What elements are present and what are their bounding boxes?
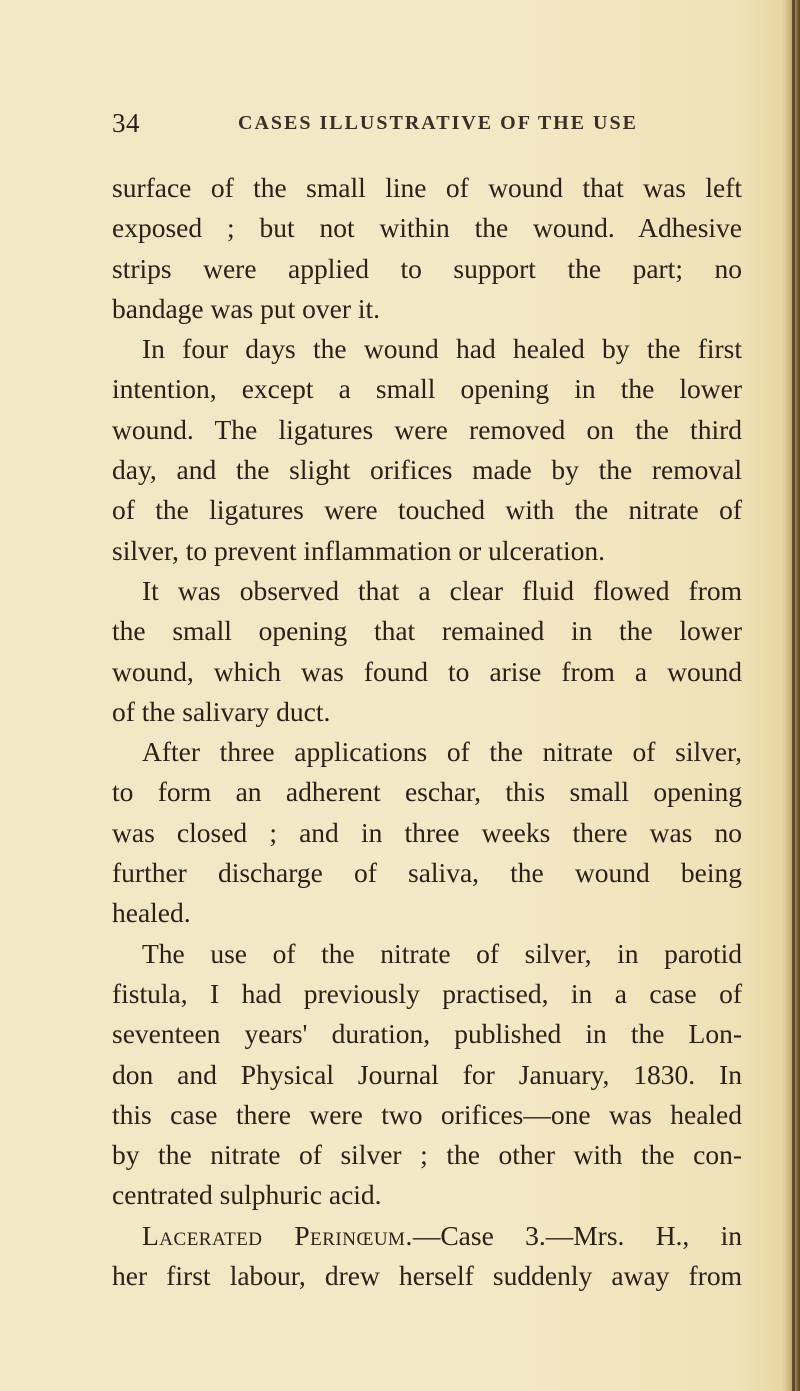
text-line: centrated sulphuric acid. <box>112 1179 382 1211</box>
page-number: 34 <box>112 108 140 138</box>
text-line: In four days the wound had healed by the first <box>142 333 742 365</box>
text-line: further discharge of saliva, the wound being <box>112 857 742 889</box>
text-line: to form an adherent eschar, this small opening <box>112 776 742 808</box>
text-line: silver, to prevent inflammation or ulceration. <box>112 534 605 566</box>
text-line: bandage was put over it. <box>112 292 381 324</box>
text-line: the small opening that remained in the lower <box>112 615 742 647</box>
text-line: seventeen years' duration, published in the Lon- <box>112 1018 742 1050</box>
page-edge <box>792 0 795 1391</box>
text-line: exposed ; but not within the wound. Adhesive <box>112 212 742 244</box>
body-text <box>112 168 742 1296</box>
text-line: fistula, I had previously practised, in a case of <box>112 977 742 1009</box>
text-line: was closed ; and in three weeks there was no <box>112 816 742 848</box>
text-line: of the salivary duct. <box>112 695 331 727</box>
text-line: wound. The ligatures were removed on the third <box>112 413 742 445</box>
text-line: intention, except a small opening in the lower <box>112 373 742 405</box>
case-intro: —Case 3.—Mrs. H., in <box>412 1219 742 1251</box>
text-line: wound, which was found to arise from a wound <box>112 655 742 687</box>
text-line: surface of the small line of wound that was left <box>112 172 742 203</box>
text-line: her first labour, drew herself suddenly away from <box>112 1260 742 1292</box>
text-line: It was observed that a clear fluid flowed from <box>142 574 742 606</box>
text-line: of the ligatures were touched with the nitrate of <box>112 494 742 526</box>
text-line: day, and the slight orifices made by the removal <box>112 454 742 486</box>
text-line: don and Physical Journal for January, 1830. In <box>112 1058 742 1090</box>
text-line: strips were applied to support the part; no <box>112 252 742 284</box>
text-line: healed. <box>112 897 191 929</box>
running-head: CASES ILLUSTRATIVE OF THE USE <box>238 112 638 134</box>
text-line: The use of the nitrate of silver, in parotid <box>142 937 742 969</box>
text-line: this case there were two orifices—one was healed <box>112 1098 742 1130</box>
text-line <box>112 1216 742 1256</box>
text-line: by the nitrate of silver ; the other with the con- <box>112 1139 742 1171</box>
section-heading: Lacerated Perinœum. <box>142 1219 413 1251</box>
page-header <box>112 108 752 148</box>
text-line: After three applications of the nitrate of silver, <box>142 736 742 768</box>
page-edge-shadow <box>782 0 800 1391</box>
